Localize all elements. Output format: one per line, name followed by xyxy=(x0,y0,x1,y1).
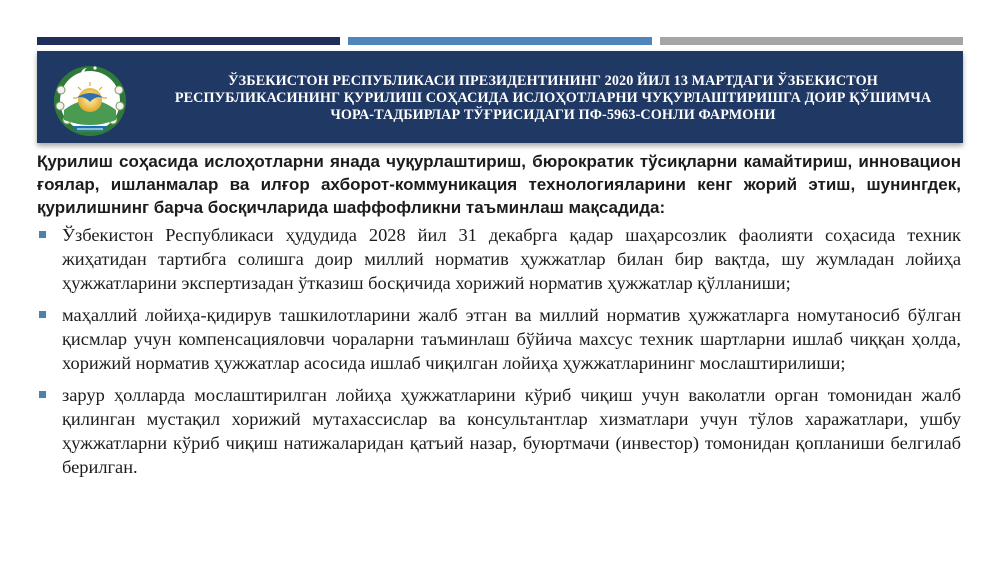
title-banner xyxy=(37,51,963,143)
top-bar-gray xyxy=(660,37,963,45)
top-bar-light-blue xyxy=(348,37,652,45)
list-item-text: Ўзбекистон Республикаси ҳудудида 2028 йил 31 декабрга қадар шаҳарсозлик фаолияти соҳасида техник жиҳатидан тартибга солишга доир миллий норматив ҳужжатлар билан бир вақтда, шу жумладан лойиҳа ҳужжатларини экспертизадан ўтказиш босқичида хорижий норматив ҳужжатлар қўлланиши; xyxy=(62,225,961,293)
uzbekistan-emblem-icon xyxy=(51,60,129,138)
list-item-text: маҳаллий лойиҳа-қидирув ташкилотларини жалб этган ва миллий норматив ҳужжатларга номутаносиб бўлган қисмлар учун компенсацияловчи чораларни таъминлаш бўйича махсус техник шартларни ишлаб чиққан ҳолда, хорижий норматив ҳужжатлар асосида ишлаб чиқилган лойиҳа ҳужжатларининг мослаштирилиши; xyxy=(62,305,961,373)
square-bullet-icon xyxy=(39,391,46,398)
list-item-text: зарур ҳолларда мослаштирилган лойиҳа ҳужжатларини кўриб чиқиш учун ваколатли орган томонидан жалб қилинган мустақил хорижий мутахассислар ва консультантлар хизматлари учун тўлов харажатлари, ушбу ҳужжатларни кўриб чиқиш натижаларидан қатъий назар, буюртмачи (инвестор) томонидан қопланиши белгилаб берилган. xyxy=(62,385,961,477)
list-item xyxy=(37,383,961,479)
square-bullet-icon xyxy=(39,231,46,238)
list-item xyxy=(37,223,961,295)
top-bar-dark-blue xyxy=(37,37,340,45)
square-bullet-icon xyxy=(39,311,46,318)
intro-paragraph: Қурилиш соҳасида ислоҳотларни янада чуқурлаштириш, бюрократик тўсиқларни камайтириш, инновацион ғоялар, ишланмалар ва илғор ахборот-коммуникация технологияларини кенг жорий этиш, шунингдек, қурилишнинг барча босқичларида шаффофликни таъминлаш мақсадида: xyxy=(37,152,961,217)
list-item xyxy=(37,303,961,375)
page-title: ЎЗБЕКИСТОН РЕСПУБЛИКАСИ ПРЕЗИДЕНТИНИНГ 2020 ЙИЛ 13 МАРТДАГИ ЎЗБЕКИСТОН РЕСПУБЛИКАСИНИНГ ҚУРИЛИШ СОҲАСИДА ИСЛОҲОТЛАРНИ ЧУҚУРЛАШТИРИШГА ДОИР ҚЎШИМЧА ЧОРА-ТАДБИРЛАР ТЎҒРИСИДАГИ ПФ-5963-СОНЛИ ФАРМОНИ xyxy=(174,73,932,123)
top-decorative-bars xyxy=(37,37,963,45)
bullet-list xyxy=(37,223,961,479)
main-content xyxy=(37,150,961,487)
